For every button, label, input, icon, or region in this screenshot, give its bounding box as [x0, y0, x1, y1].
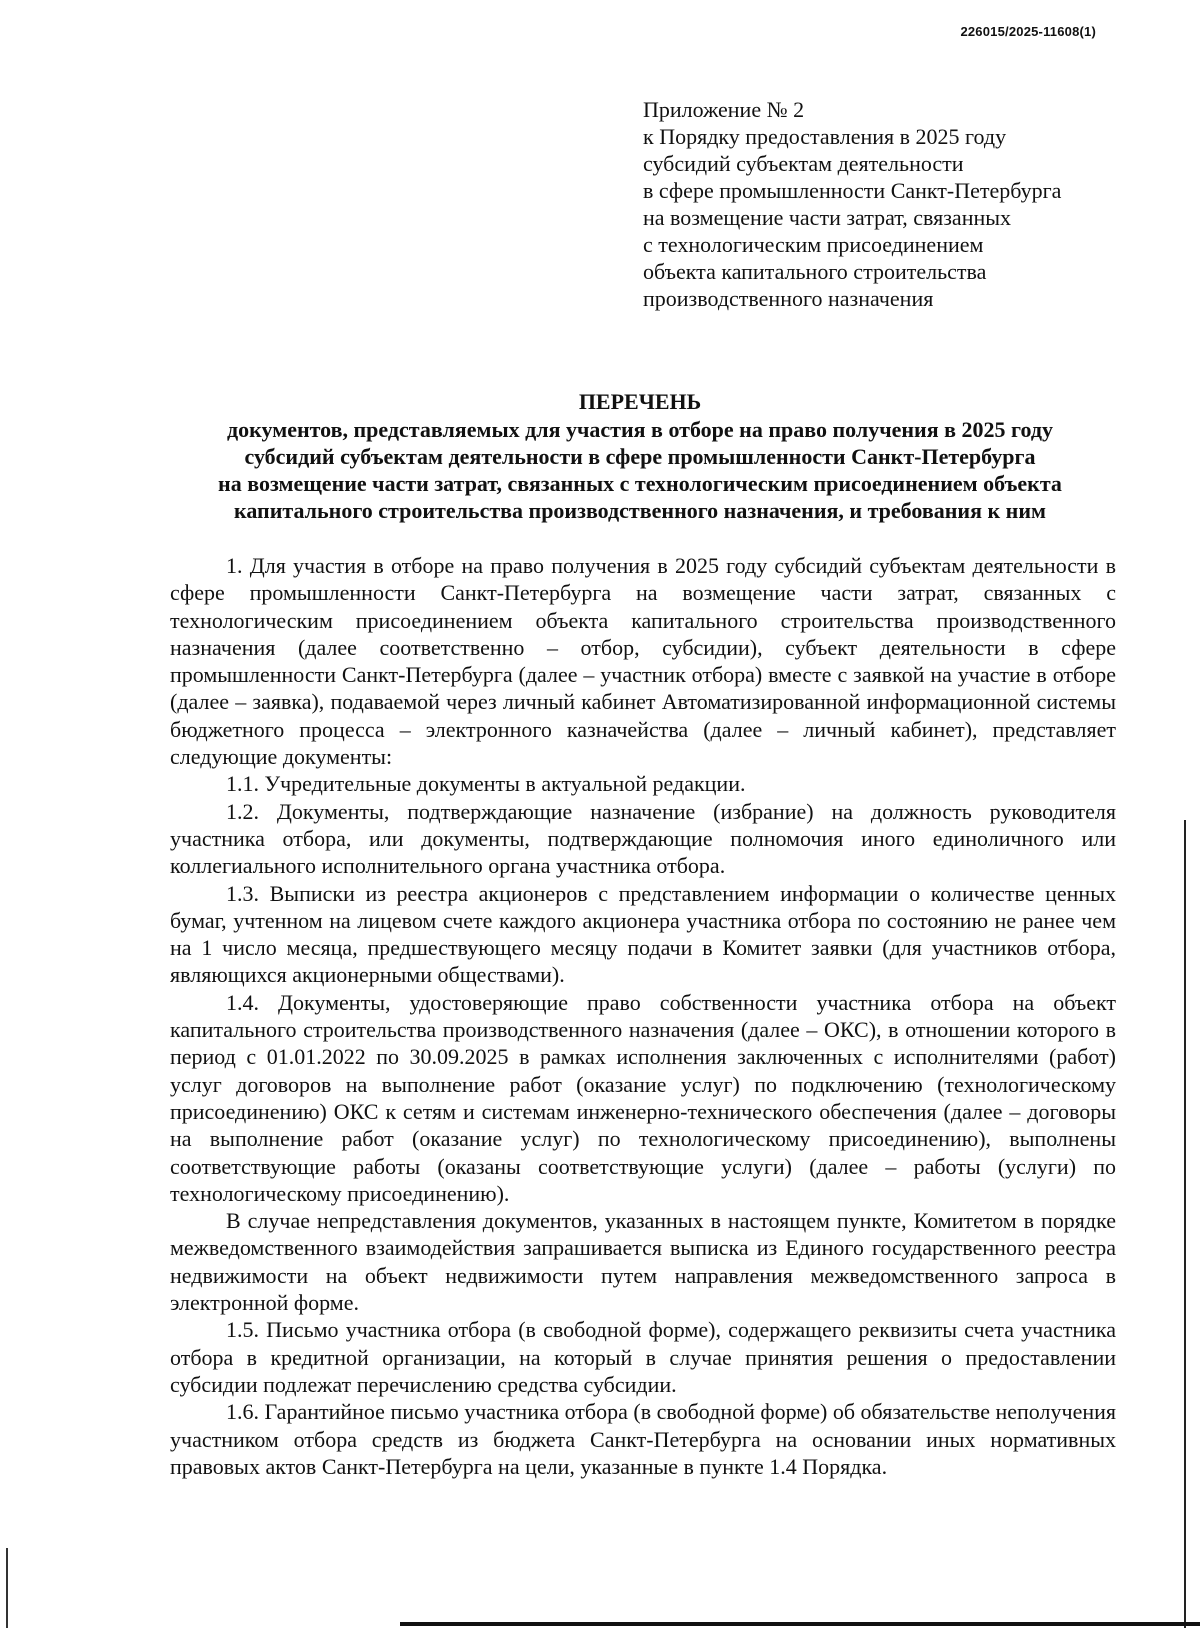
paragraph-1-1: 1.1. Учредительные документы в актуальной редакции. [226, 771, 746, 797]
title-line: капитального строительства производственного назначения, и требования к ним [234, 498, 1046, 523]
paragraph-1-6: 1.6. Гарантийное письмо участника отбора (в свободной форме) об обязательстве неполучения участником отбора средств из бюджета Санкт-Петербурга на основании иных нормативных правовых актов Санкт-Петербурга на цели, указанные в пункте 1.4 Порядка. [170, 1399, 1116, 1479]
appendix-line: на возмещение части затрат, связанных [643, 205, 1012, 230]
appendix-line: в сфере промышленности Санкт-Петербурга [643, 178, 1062, 203]
paragraph-1-4: 1.4. Документы, удостоверяющие право собственности участника отбора на объект капитального строительства производственного назначения (далее – ОКС), в отношении которого в период с 01.01.2022 по 30.09.2025 в рамках исполнения заключенных с исполнителями (работ) услуг договоров на выполнение работ (оказание услуг) по подключению (технологическому присоединению) ОКС к сетям и системам инженерно-технического обеспечения (далее – договоры на выполнение работ (оказание услуг) по технологическому присоединению), выполнены соответствующие работы (оказаны соответствующие услуги) (далее – работы (услуги) по технологическому присоединению). [170, 989, 1116, 1206]
title-line: документов, представляемых для участия в отборе на право получения в 2025 году [227, 417, 1053, 442]
document-title [160, 388, 1120, 524]
paragraph-1-5: 1.5. Письмо участника отбора (в свободной форме), содержащего реквизиты счета участника отбора в кредитной организации, на который в случае принятия решения о предоставлении субсидии подлежат перечислению средства субсидии. [170, 1317, 1116, 1397]
scan-left-mark [6, 1548, 8, 1628]
appendix-header [643, 96, 1123, 312]
paragraph-1-2: 1.2. Документы, подтверждающие назначение (избрание) на должность руководителя участника отбора, или документы, подтверждающие полномочия иного единоличного или коллегиального исполнительного органа участника отбора. [170, 798, 1116, 879]
scan-bottom-edge [400, 1622, 1200, 1626]
appendix-line: производственного назначения [643, 286, 934, 311]
scan-margin-line [1184, 820, 1186, 1628]
paragraph-1-3: 1.3. Выписки из реестра акционеров с представлением информации о количестве ценных бумаг, учтенном на лицевом счете каждого акционера участника отбора по состоянию не ранее чем на 1 число месяца, предшествующего месяцу подачи в Комитет заявки (для участников отбора, являющихся акционерными обществами). [170, 880, 1116, 988]
title-line: на возмещение части затрат, связанных с технологическим присоединением объекта [218, 471, 1062, 496]
document-registration-number: 226015/2025-11608(1) [960, 24, 1096, 39]
document-body [170, 552, 1116, 1480]
appendix-line: к Порядку предоставления в 2025 году [643, 124, 1007, 149]
appendix-line: объекта капитального строительства [643, 259, 987, 284]
paragraph-1: 1. Для участия в отборе на право получения в 2025 году субсидий субъектам деятельности в сфере промышленности Санкт-Петербурга на возмещение части затрат, связанных с технологическим присоединением объекта капитального строительства производственного назначения (далее соответственно – отбор, субсидии), субъект деятельности в сфере промышленности Санкт-Петербурга (далее – участник отбора) вместе с заявкой на участие в отборе (далее – заявка), подаваемой через личный кабинет Автоматизированной информационной системы бюджетного процесса – электронного казначейства (далее – личный кабинет), представляет следующие документы: [170, 553, 1116, 770]
paragraph-1-4-note: В случае непредставления документов, указанных в настоящем пункте, Комитетом в порядке межведомственного взаимодействия запрашивается выписка из Единого государственного реестра недвижимости на объект недвижимости путем направления межведомственного запроса в электронной форме. [170, 1208, 1116, 1316]
appendix-line: Приложение № 2 [643, 97, 805, 122]
appendix-line: субсидий субъектам деятельности [643, 151, 964, 176]
title-line: субсидий субъектам деятельности в сфере промышленности Санкт-Петербурга [244, 444, 1036, 469]
title-main: ПЕРЕЧЕНЬ [578, 389, 702, 414]
appendix-line: с технологическим присоединением [643, 232, 984, 257]
